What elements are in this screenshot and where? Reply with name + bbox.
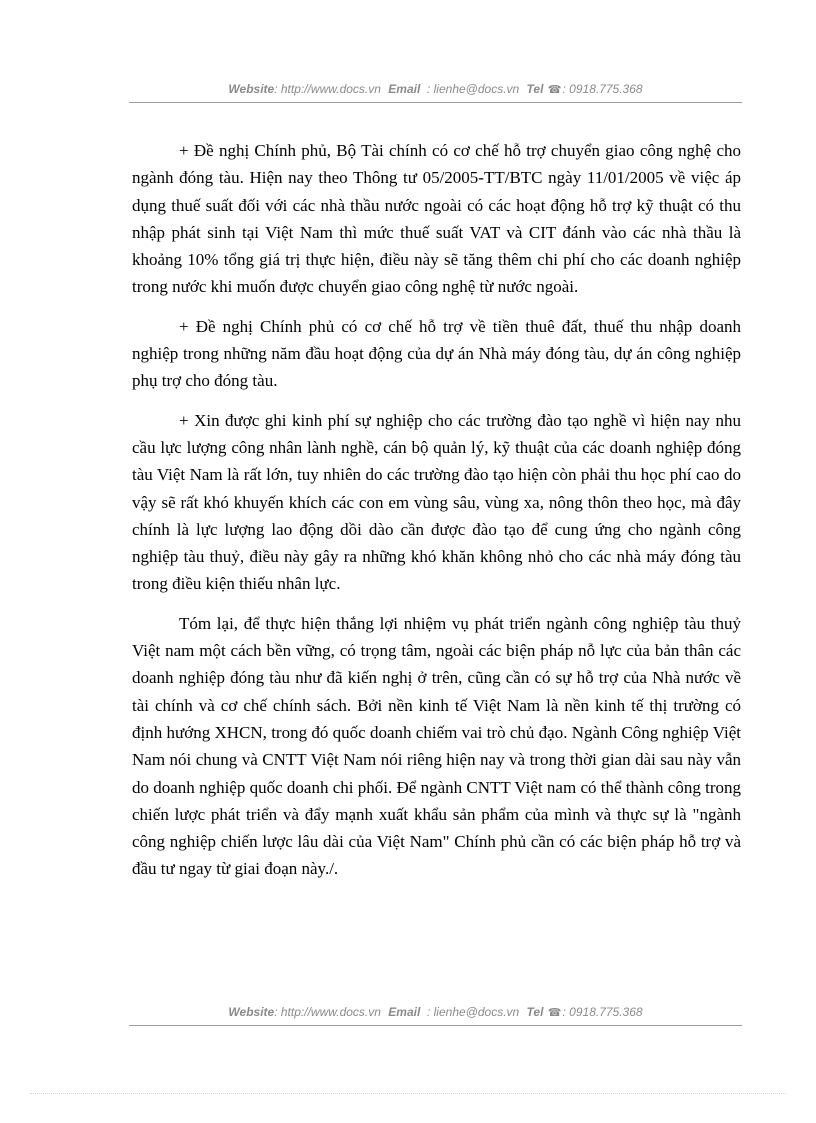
footer-website-link[interactable]: : http://www.docs.vn (274, 1005, 381, 1019)
footer-email-label: Email (388, 1005, 421, 1019)
paragraph-land-rent-support: + Đề nghị Chính phủ có cơ chế hỗ trợ về tiền thuê đất, thuế thu nhập doanh nghiệp trong những năm đầu hoạt động của dự án Nhà máy đóng tàu, dự án công nghiệp phụ trợ cho đóng tàu. (132, 316, 741, 391)
header-email-link[interactable]: : lienhe@docs.vn (426, 82, 520, 96)
page-footer (129, 1004, 742, 1021)
paragraph-shipbuilding-tech-transfer: + Đề nghị Chính phủ, Bộ Tài chính có cơ chế hỗ trợ chuyển giao công nghệ cho ngành đóng tàu. Hiện nay theo Thông tư 05/2005-TT/BTC ngày 11/01/2005 về việc áp dụng thuế suất đối với các nhà thầu nước ngoài có các hoạt động hỗ trợ kỹ thuật có thu nhập phát sinh tại Việt Nam thì mức thuế suất VAT và CIT đánh vào các nhà thầu là khoảng 10% tổng giá trị thực hiện, điều này sẽ tăng thêm chi phí cho các doanh nghiệp trong nước khi muốn được chuyển giao công nghệ từ nước ngoài. (132, 141, 741, 297)
header-website-link[interactable]: : http://www.docs.vn (274, 82, 381, 96)
header-website-label: Website (228, 82, 275, 96)
header-tel-label: Tel (526, 82, 544, 96)
phone-icon: ☎ (547, 1007, 562, 1019)
page-bottom-divider (30, 1093, 786, 1094)
footer-rule (129, 1025, 742, 1026)
document-body (132, 137, 741, 895)
header-rule (129, 102, 742, 103)
paragraph-vocational-training-funding: + Xin được ghi kinh phí sự nghiệp cho các trường đào tạo nghề vì hiện nay nhu cầu lực lượng công nhân lành nghề, cán bộ quản lý, kỹ thuật của các doanh nghiệp đóng tàu Việt Nam là rất lớn, tuy nhiên do các trường đào tạo hiện còn phải thu học phí cao do vậy sẽ rất khó khuyến khích các con em vùng sâu, vùng xa, nông thôn theo học, mà đây chính là lực lượng lao động dồi dào cần được đào tạo để cung ứng cho ngành công nghiệp tàu thuỷ, điều này gây ra những khó khăn không nhỏ cho các nhà máy đóng tàu trong điều kiện thiếu nhân lực. (132, 410, 741, 594)
footer-website-label: Website (228, 1005, 275, 1019)
header-tel-value: : 0918.775.368 (562, 82, 643, 96)
footer-tel-label: Tel (526, 1005, 544, 1019)
footer-tel-value: : 0918.775.368 (562, 1005, 643, 1019)
page-header (129, 81, 742, 98)
footer-email-link[interactable]: : lienhe@docs.vn (426, 1005, 520, 1019)
header-email-label: Email (388, 82, 421, 96)
phone-icon: ☎ (547, 84, 562, 96)
paragraph-conclusion: Tóm lại, để thực hiện thắng lợi nhiệm vụ phát triển ngành công nghiệp tàu thuỷ Việt nam một cách bền vững, có trọng tâm, ngoài các biện pháp nỗ lực của bản thân các doanh nghiệp đóng tàu như đã kiến nghị ở trên, cũng cần có sự hỗ trợ của Nhà nước về tài chính và cơ chế chính sách. Bởi nền kinh tế Việt Nam là nền kinh tế thị trường có định hướng XHCN, trong đó quốc doanh chiếm vai trò chủ đạo. Ngành Công nghiệp Việt Nam nói chung và CNTT Việt Nam nói riêng hiện nay và trong thời gian dài sau này vẫn do doanh nghiệp quốc doanh chi phối. Để ngành CNTT Việt nam có thể thành công trong chiến lược phát triển và đẩy mạnh xuất khẩu sản phẩm của mình và thực sự là "ngành công nghiệp chiến lược lâu dài của Việt Nam" Chính phủ cần có các biện pháp hỗ trợ và đầu tư ngay từ giai đoạn này./. (132, 613, 741, 879)
